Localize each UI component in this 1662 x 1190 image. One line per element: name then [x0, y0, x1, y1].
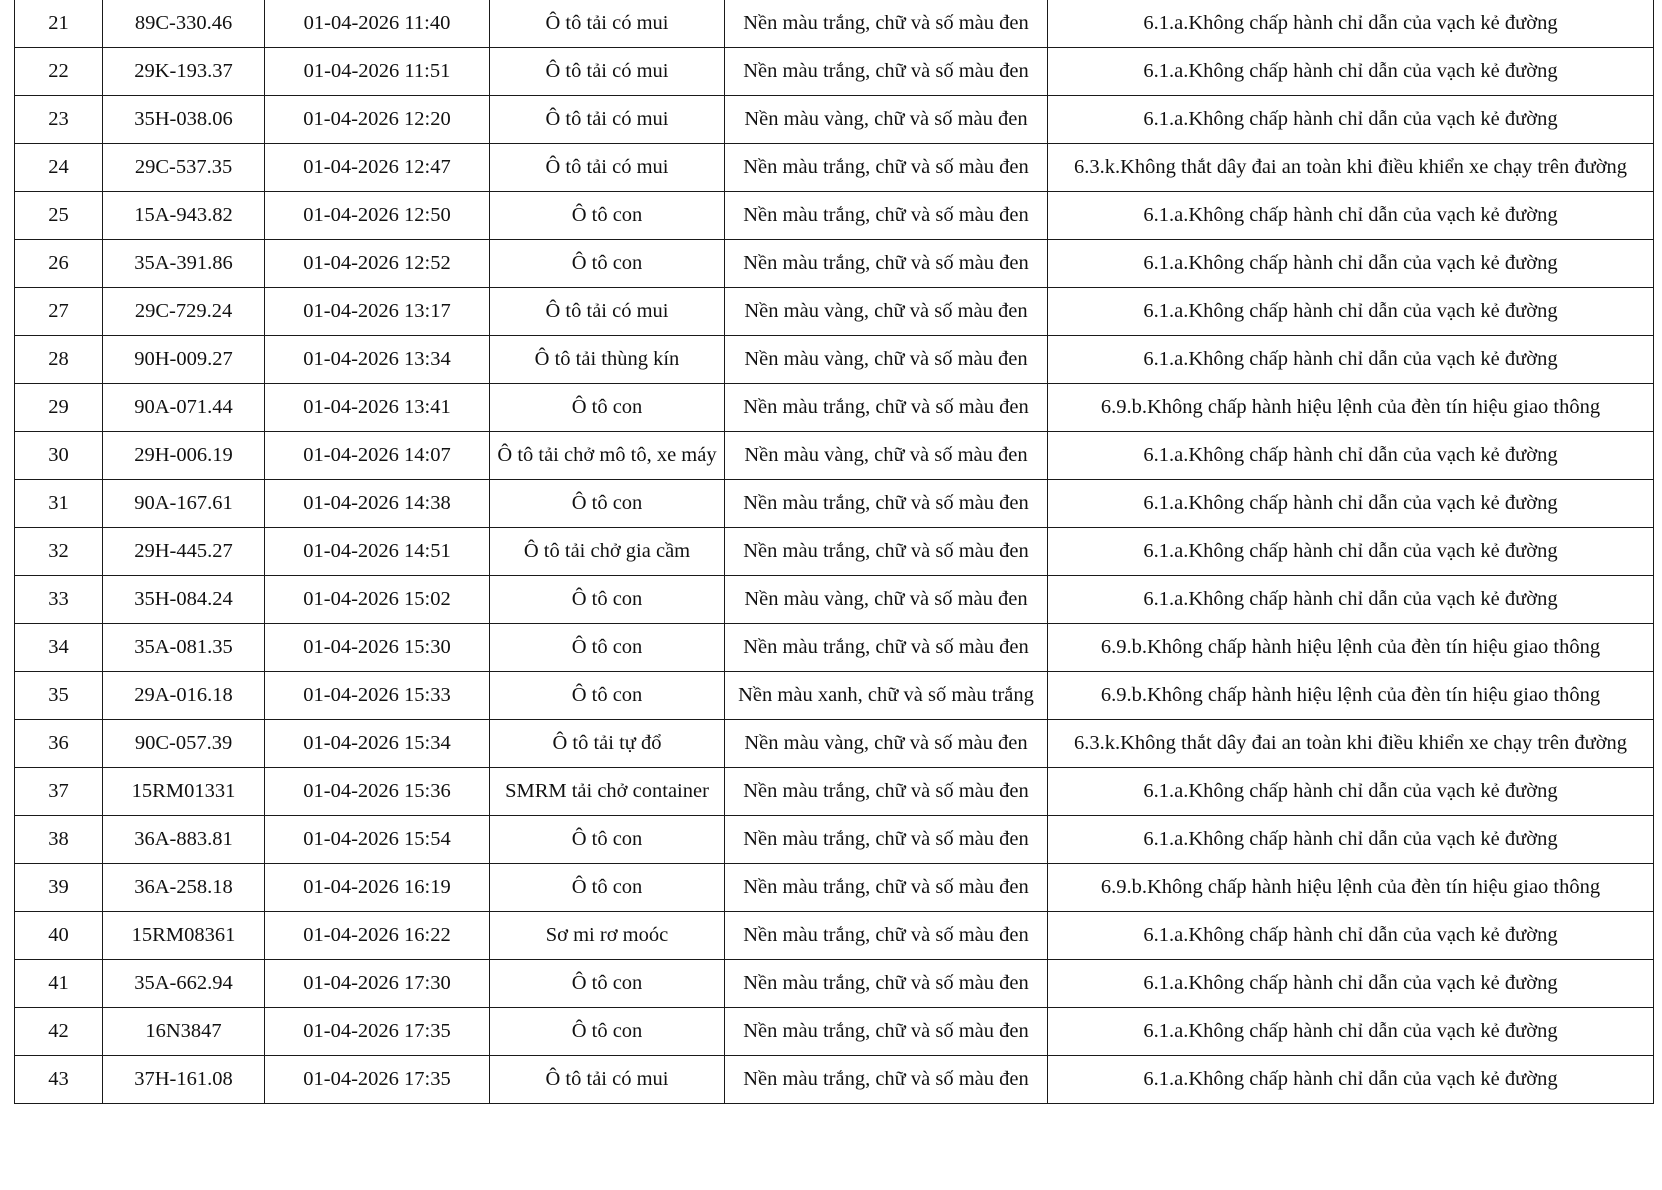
table-row: [15, 528, 1654, 576]
table-row: [15, 432, 1654, 480]
violation-time-cell: 01-04-2026 15:36: [265, 768, 490, 816]
license-plate-cell: 90A-071.44: [103, 384, 265, 432]
violation-time-cell: 01-04-2026 12:20: [265, 96, 490, 144]
violation-list-page: [14, 0, 1653, 1104]
violation-description-cell: 6.1.a.Không chấp hành chỉ dẫn của vạch kẻ đường: [1048, 192, 1654, 240]
license-plate-cell: 16N3847: [103, 1008, 265, 1056]
plate-color-cell: Nền màu trắng, chữ và số màu đen: [725, 1056, 1048, 1104]
violation-description-cell: 6.9.b.Không chấp hành hiệu lệnh của đèn tín hiệu giao thông: [1048, 624, 1654, 672]
plate-color-cell: Nền màu vàng, chữ và số màu đen: [725, 96, 1048, 144]
violation-time-cell: 01-04-2026 17:30: [265, 960, 490, 1008]
violation-description-cell: 6.1.a.Không chấp hành chỉ dẫn của vạch kẻ đường: [1048, 0, 1654, 48]
violation-description-cell: 6.1.a.Không chấp hành chỉ dẫn của vạch kẻ đường: [1048, 1056, 1654, 1104]
vehicle-type-cell: Ô tô con: [490, 864, 725, 912]
violation-time-cell: 01-04-2026 14:51: [265, 528, 490, 576]
table-row: [15, 1056, 1654, 1104]
license-plate-cell: 29H-006.19: [103, 432, 265, 480]
row-number-cell: 24: [15, 144, 103, 192]
violation-time-cell: 01-04-2026 14:07: [265, 432, 490, 480]
row-number-cell: 25: [15, 192, 103, 240]
violation-description-cell: 6.1.a.Không chấp hành chỉ dẫn của vạch kẻ đường: [1048, 96, 1654, 144]
row-number-cell: 37: [15, 768, 103, 816]
table-row: [15, 336, 1654, 384]
violation-time-cell: 01-04-2026 15:02: [265, 576, 490, 624]
license-plate-cell: 37H-161.08: [103, 1056, 265, 1104]
plate-color-cell: Nền màu trắng, chữ và số màu đen: [725, 528, 1048, 576]
table-row: [15, 720, 1654, 768]
violation-table: [14, 0, 1654, 1104]
plate-color-cell: Nền màu trắng, chữ và số màu đen: [725, 624, 1048, 672]
row-number-cell: 33: [15, 576, 103, 624]
violation-time-cell: 01-04-2026 15:54: [265, 816, 490, 864]
table-row: [15, 912, 1654, 960]
vehicle-type-cell: Ô tô tải có mui: [490, 144, 725, 192]
violation-description-cell: 6.1.a.Không chấp hành chỉ dẫn của vạch kẻ đường: [1048, 912, 1654, 960]
row-number-cell: 30: [15, 432, 103, 480]
table-row: [15, 0, 1654, 48]
violation-time-cell: 01-04-2026 15:34: [265, 720, 490, 768]
plate-color-cell: Nền màu vàng, chữ và số màu đen: [725, 336, 1048, 384]
table-row: [15, 96, 1654, 144]
license-plate-cell: 90A-167.61: [103, 480, 265, 528]
plate-color-cell: Nền màu trắng, chữ và số màu đen: [725, 768, 1048, 816]
license-plate-cell: 15RM08361: [103, 912, 265, 960]
license-plate-cell: 35A-662.94: [103, 960, 265, 1008]
license-plate-cell: 29C-729.24: [103, 288, 265, 336]
table-row: [15, 672, 1654, 720]
violation-time-cell: 01-04-2026 17:35: [265, 1056, 490, 1104]
row-number-cell: 39: [15, 864, 103, 912]
violation-time-cell: 01-04-2026 11:40: [265, 0, 490, 48]
violation-time-cell: 01-04-2026 16:19: [265, 864, 490, 912]
violation-time-cell: 01-04-2026 13:34: [265, 336, 490, 384]
vehicle-type-cell: Ô tô con: [490, 480, 725, 528]
license-plate-cell: 36A-258.18: [103, 864, 265, 912]
vehicle-type-cell: Ô tô con: [490, 672, 725, 720]
vehicle-type-cell: Ô tô tải có mui: [490, 48, 725, 96]
violation-time-cell: 01-04-2026 14:38: [265, 480, 490, 528]
vehicle-type-cell: Ô tô tải có mui: [490, 0, 725, 48]
violation-time-cell: 01-04-2026 16:22: [265, 912, 490, 960]
vehicle-type-cell: Ô tô con: [490, 624, 725, 672]
row-number-cell: 27: [15, 288, 103, 336]
license-plate-cell: 29A-016.18: [103, 672, 265, 720]
license-plate-cell: 36A-883.81: [103, 816, 265, 864]
vehicle-type-cell: Sơ mi rơ moóc: [490, 912, 725, 960]
table-row: [15, 288, 1654, 336]
violation-time-cell: 01-04-2026 15:33: [265, 672, 490, 720]
violation-description-cell: 6.1.a.Không chấp hành chỉ dẫn của vạch kẻ đường: [1048, 768, 1654, 816]
license-plate-cell: 35H-084.24: [103, 576, 265, 624]
table-row: [15, 1008, 1654, 1056]
violation-description-cell: 6.3.k.Không thắt dây đai an toàn khi điều khiển xe chạy trên đường: [1048, 144, 1654, 192]
violation-description-cell: 6.1.a.Không chấp hành chỉ dẫn của vạch kẻ đường: [1048, 336, 1654, 384]
violation-table-body: [15, 0, 1654, 1104]
table-row: [15, 768, 1654, 816]
table-row: [15, 192, 1654, 240]
vehicle-type-cell: Ô tô con: [490, 576, 725, 624]
license-plate-cell: 35H-038.06: [103, 96, 265, 144]
table-row: [15, 384, 1654, 432]
violation-time-cell: 01-04-2026 12:52: [265, 240, 490, 288]
vehicle-type-cell: Ô tô con: [490, 384, 725, 432]
plate-color-cell: Nền màu vàng, chữ và số màu đen: [725, 720, 1048, 768]
vehicle-type-cell: Ô tô con: [490, 816, 725, 864]
violation-time-cell: 01-04-2026 13:41: [265, 384, 490, 432]
plate-color-cell: Nền màu trắng, chữ và số màu đen: [725, 144, 1048, 192]
violation-time-cell: 01-04-2026 17:35: [265, 1008, 490, 1056]
violation-description-cell: 6.1.a.Không chấp hành chỉ dẫn của vạch kẻ đường: [1048, 576, 1654, 624]
violation-description-cell: 6.9.b.Không chấp hành hiệu lệnh của đèn tín hiệu giao thông: [1048, 672, 1654, 720]
violation-description-cell: 6.3.k.Không thắt dây đai an toàn khi điều khiển xe chạy trên đường: [1048, 720, 1654, 768]
vehicle-type-cell: Ô tô tải có mui: [490, 288, 725, 336]
row-number-cell: 23: [15, 96, 103, 144]
license-plate-cell: 29H-445.27: [103, 528, 265, 576]
vehicle-type-cell: Ô tô con: [490, 1008, 725, 1056]
violation-description-cell: 6.1.a.Không chấp hành chỉ dẫn của vạch kẻ đường: [1048, 480, 1654, 528]
vehicle-type-cell: Ô tô con: [490, 240, 725, 288]
license-plate-cell: 15A-943.82: [103, 192, 265, 240]
row-number-cell: 35: [15, 672, 103, 720]
row-number-cell: 22: [15, 48, 103, 96]
table-row: [15, 960, 1654, 1008]
row-number-cell: 38: [15, 816, 103, 864]
vehicle-type-cell: Ô tô tải có mui: [490, 96, 725, 144]
license-plate-cell: 29K-193.37: [103, 48, 265, 96]
row-number-cell: 31: [15, 480, 103, 528]
violation-time-cell: 01-04-2026 15:30: [265, 624, 490, 672]
plate-color-cell: Nền màu trắng, chữ và số màu đen: [725, 0, 1048, 48]
violation-time-cell: 01-04-2026 12:50: [265, 192, 490, 240]
row-number-cell: 21: [15, 0, 103, 48]
violation-description-cell: 6.1.a.Không chấp hành chỉ dẫn của vạch kẻ đường: [1048, 240, 1654, 288]
row-number-cell: 26: [15, 240, 103, 288]
vehicle-type-cell: Ô tô con: [490, 960, 725, 1008]
vehicle-type-cell: Ô tô tải chở mô tô, xe máy: [490, 432, 725, 480]
row-number-cell: 29: [15, 384, 103, 432]
license-plate-cell: 35A-081.35: [103, 624, 265, 672]
table-row: [15, 816, 1654, 864]
plate-color-cell: Nền màu trắng, chữ và số màu đen: [725, 192, 1048, 240]
violation-description-cell: 6.1.a.Không chấp hành chỉ dẫn của vạch kẻ đường: [1048, 816, 1654, 864]
row-number-cell: 43: [15, 1056, 103, 1104]
row-number-cell: 42: [15, 1008, 103, 1056]
violation-description-cell: 6.1.a.Không chấp hành chỉ dẫn của vạch kẻ đường: [1048, 288, 1654, 336]
table-row: [15, 864, 1654, 912]
violation-time-cell: 01-04-2026 12:47: [265, 144, 490, 192]
row-number-cell: 40: [15, 912, 103, 960]
plate-color-cell: Nền màu trắng, chữ và số màu đen: [725, 480, 1048, 528]
table-row: [15, 144, 1654, 192]
violation-time-cell: 01-04-2026 13:17: [265, 288, 490, 336]
vehicle-type-cell: Ô tô tải có mui: [490, 1056, 725, 1104]
plate-color-cell: Nền màu vàng, chữ và số màu đen: [725, 288, 1048, 336]
row-number-cell: 28: [15, 336, 103, 384]
plate-color-cell: Nền màu trắng, chữ và số màu đen: [725, 816, 1048, 864]
vehicle-type-cell: Ô tô tải tự đổ: [490, 720, 725, 768]
table-row: [15, 240, 1654, 288]
row-number-cell: 41: [15, 960, 103, 1008]
table-row: [15, 480, 1654, 528]
row-number-cell: 34: [15, 624, 103, 672]
plate-color-cell: Nền màu trắng, chữ và số màu đen: [725, 48, 1048, 96]
plate-color-cell: Nền màu trắng, chữ và số màu đen: [725, 864, 1048, 912]
vehicle-type-cell: Ô tô tải thùng kín: [490, 336, 725, 384]
license-plate-cell: 89C-330.46: [103, 0, 265, 48]
violation-description-cell: 6.1.a.Không chấp hành chỉ dẫn của vạch kẻ đường: [1048, 432, 1654, 480]
plate-color-cell: Nền màu xanh, chữ và số màu trắng: [725, 672, 1048, 720]
table-row: [15, 48, 1654, 96]
plate-color-cell: Nền màu trắng, chữ và số màu đen: [725, 240, 1048, 288]
vehicle-type-cell: Ô tô con: [490, 192, 725, 240]
row-number-cell: 36: [15, 720, 103, 768]
violation-description-cell: 6.9.b.Không chấp hành hiệu lệnh của đèn tín hiệu giao thông: [1048, 384, 1654, 432]
license-plate-cell: 15RM01331: [103, 768, 265, 816]
plate-color-cell: Nền màu trắng, chữ và số màu đen: [725, 912, 1048, 960]
violation-description-cell: 6.1.a.Không chấp hành chỉ dẫn của vạch kẻ đường: [1048, 48, 1654, 96]
table-row: [15, 576, 1654, 624]
license-plate-cell: 90H-009.27: [103, 336, 265, 384]
plate-color-cell: Nền màu trắng, chữ và số màu đen: [725, 384, 1048, 432]
table-row: [15, 624, 1654, 672]
license-plate-cell: 29C-537.35: [103, 144, 265, 192]
violation-description-cell: 6.1.a.Không chấp hành chỉ dẫn của vạch kẻ đường: [1048, 528, 1654, 576]
plate-color-cell: Nền màu trắng, chữ và số màu đen: [725, 1008, 1048, 1056]
plate-color-cell: Nền màu vàng, chữ và số màu đen: [725, 432, 1048, 480]
row-number-cell: 32: [15, 528, 103, 576]
vehicle-type-cell: Ô tô tải chở gia cầm: [490, 528, 725, 576]
violation-description-cell: 6.1.a.Không chấp hành chỉ dẫn của vạch kẻ đường: [1048, 1008, 1654, 1056]
violation-time-cell: 01-04-2026 11:51: [265, 48, 490, 96]
license-plate-cell: 35A-391.86: [103, 240, 265, 288]
license-plate-cell: 90C-057.39: [103, 720, 265, 768]
violation-description-cell: 6.9.b.Không chấp hành hiệu lệnh của đèn tín hiệu giao thông: [1048, 864, 1654, 912]
plate-color-cell: Nền màu vàng, chữ và số màu đen: [725, 576, 1048, 624]
vehicle-type-cell: SMRM tải chở container: [490, 768, 725, 816]
plate-color-cell: Nền màu trắng, chữ và số màu đen: [725, 960, 1048, 1008]
violation-description-cell: 6.1.a.Không chấp hành chỉ dẫn của vạch kẻ đường: [1048, 960, 1654, 1008]
